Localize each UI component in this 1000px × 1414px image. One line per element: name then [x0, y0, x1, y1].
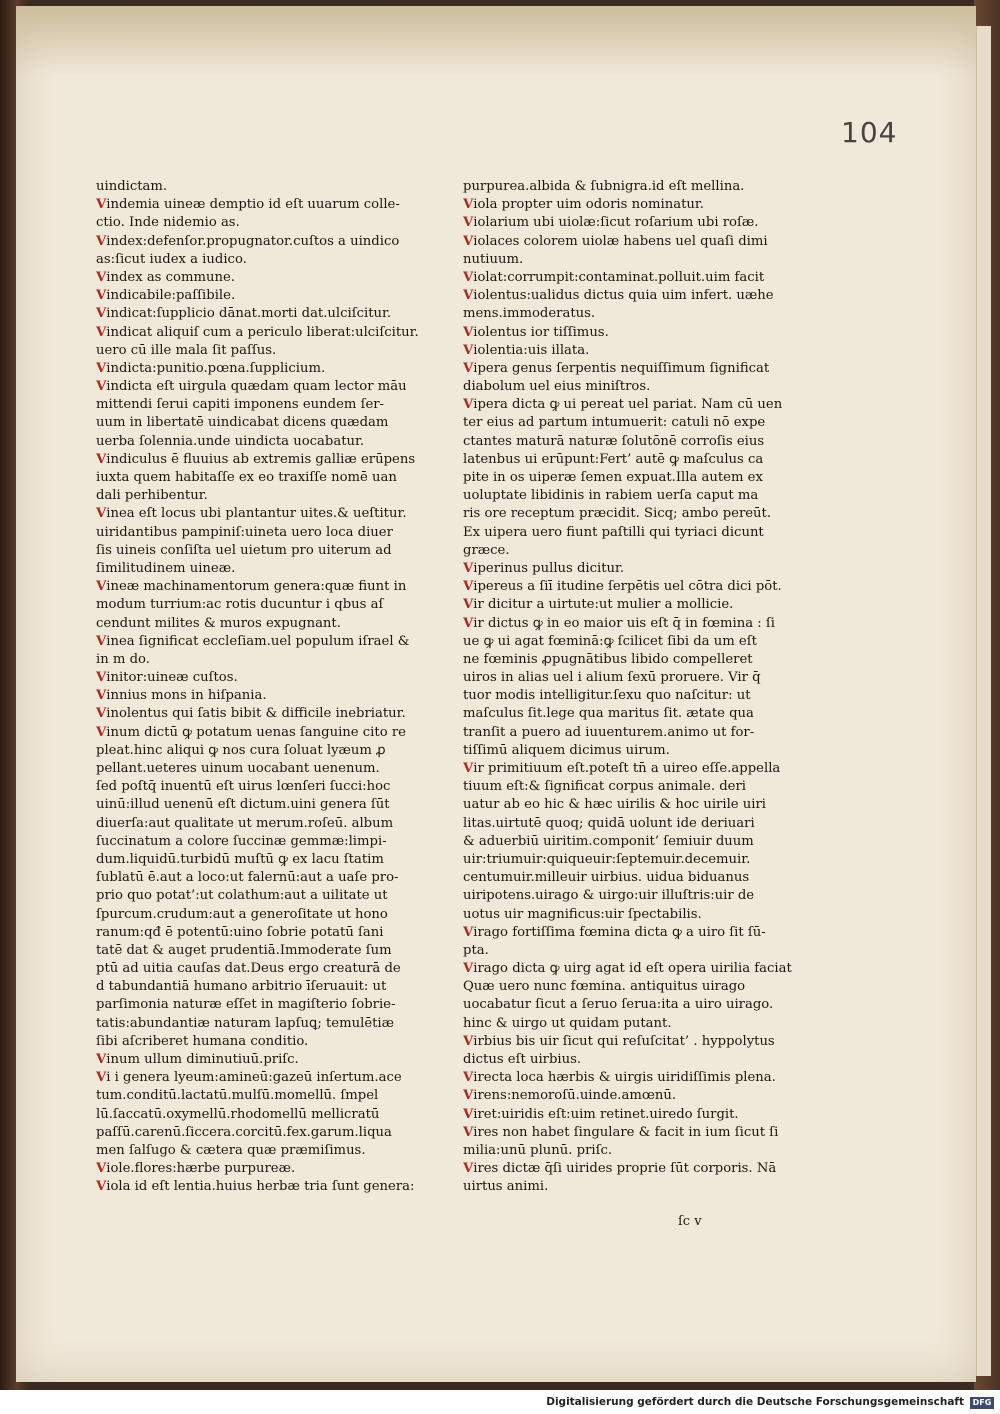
text-line [463, 469, 793, 487]
text-line [463, 451, 793, 469]
line-text: indemia uineæ demptio id eſt uuarum colle- [106, 197, 400, 213]
line-text: mens.immoderatus. [463, 306, 596, 322]
text-line [463, 505, 793, 523]
line-text: initor:uineæ cuſtos. [106, 670, 238, 686]
line-text: pite in os uiperæ ſemen expuat.Illa autem ex [463, 470, 763, 485]
line-text: ſpurcum.crudum:aut a generoſitate ut hono [96, 906, 388, 922]
line-text: ranum:qđ ē potentū:uino ſobrie potatū ſani [96, 924, 384, 940]
line-text: uocabatur ſicut a ſeruo ſerua:ita a uiro uirago. [463, 997, 774, 1013]
text-line [96, 233, 456, 251]
text-line [463, 287, 793, 305]
text-line [96, 578, 456, 596]
line-text: tatē dat & auget prudentiā.Immoderate ſum [96, 942, 392, 958]
line-text: uindictam. [96, 179, 168, 194]
text-line [463, 887, 793, 905]
text-line [96, 342, 456, 360]
line-text: uatur ab eo hic & hæc uirilis & hoc uirile uiri [463, 797, 767, 813]
funding-credit: Digitalisierung gefördert durch die Deutsche Forschungsgemeinschaft [546, 1396, 964, 1408]
text-line [463, 851, 793, 869]
text-line [463, 214, 793, 232]
text-line [463, 487, 793, 505]
line-text: uirtus animi. [463, 1179, 549, 1195]
text-line [96, 196, 456, 214]
footer-bar [0, 1394, 1000, 1414]
line-text: diabolum uel eius miniſtros. [463, 379, 651, 395]
line-text: inea eſt locus ubi plantantur uites.& ueſtitur. [106, 506, 407, 522]
text-line [96, 742, 456, 760]
text-line [463, 724, 793, 742]
rubricated-initial: V [96, 306, 107, 322]
text-line [96, 705, 456, 723]
text-line [463, 687, 793, 705]
line-text: & aduerbiū uiritim.componit’ ſemiuir duum [463, 833, 754, 849]
rubricated-initial: V [463, 233, 474, 249]
text-line [463, 1178, 793, 1196]
line-text: index:defenſor.propugnator.cuſtos a uindico [106, 233, 400, 249]
text-line [463, 742, 793, 760]
text-line [463, 1160, 793, 1178]
text-line [96, 815, 456, 833]
text-line [463, 578, 793, 596]
line-text: cendunt milites & muros expugnant. [96, 615, 341, 631]
text-line [96, 360, 456, 378]
line-text: uiripotens.uirago & uirgo:uir illuſtris:uir de [463, 888, 755, 904]
line-text: as:ſicut iudex a iudico. [96, 251, 247, 267]
line-text: prio quo potat’:ut colathum:aut a uilitate ut [96, 888, 388, 904]
text-line [96, 251, 456, 269]
text-line [463, 778, 793, 796]
text-line [96, 487, 456, 505]
rubricated-initial: V [96, 579, 107, 595]
line-text: pleat.hinc aliqui ꝙ nos cura ſoluat lyæum ꝓ [96, 742, 386, 758]
line-text: ſed poſtq̄ inuentū eſt uirus lœnſeri ſucci:hoc [96, 779, 391, 795]
line-text: milia:unū plunū. priſc. [463, 1142, 613, 1158]
line-text: ir dictus ꝙ in eo maior uis eſt q̄ in fœmina : ſi [473, 615, 776, 631]
rubricated-initial: V [96, 360, 107, 376]
text-line [96, 269, 456, 287]
rubricated-initial: V [96, 233, 107, 249]
page-stain [16, 6, 976, 76]
text-line [463, 324, 793, 342]
line-text: irago fortiſſima fœmina dicta ꝙ a uiro ſit ſū- [473, 924, 766, 940]
text-line [463, 1069, 793, 1087]
line-text: indicat:ſupplicio dānat.morti dat.ulciſcitur. [106, 306, 392, 322]
text-line [463, 378, 793, 396]
line-text: tuor modis intelligitur.ſexu quo naſcitur: ut [463, 688, 751, 704]
text-line [96, 1033, 456, 1051]
text-line [96, 542, 456, 560]
page-edge [976, 26, 991, 1376]
line-text: litas.uirtutē quoq; quidā uolunt ide deriuari [463, 815, 755, 831]
line-text: modum turrium:ac rotis ducuntur i qbus aſ [96, 597, 384, 613]
text-line [96, 596, 456, 614]
line-text: ipera genus ſerpentis nequiſſimum ſignificat [473, 360, 770, 376]
text-line [463, 869, 793, 887]
line-text: ipera dicta ꝙ ui pereat uel pariat. Nam cū uen [473, 397, 783, 413]
line-text: uiridantibus pampiniſ:uineta uero loca diuer [96, 524, 393, 540]
line-text: uir:triumuir:quiqueuir:ſeptemuir.decemuir. [463, 851, 751, 867]
line-text: ires dictæ q̄ſi uirides proprie ſūt corporis. Nā [473, 1161, 777, 1177]
text-line [96, 560, 456, 578]
text-line [96, 724, 456, 742]
text-line [96, 1178, 456, 1196]
line-text: uoluptate libidinis in rabiem uerſa caput ma [463, 488, 759, 504]
rubricated-initial: V [96, 451, 107, 467]
line-text: ſuccinatum a colore ſuccinæ gemmæ:limpi- [96, 833, 387, 849]
text-line [96, 796, 456, 814]
line-text: centumuir.milleuir uirbius. uidua biduanus [463, 870, 750, 886]
line-text: inolentus qui ſatis bibit & difficile inebriatur. [106, 706, 406, 722]
text-line [463, 1033, 793, 1051]
text-line [463, 906, 793, 924]
text-line [463, 414, 793, 432]
rubricated-initial: V [463, 1106, 474, 1122]
text-line [463, 633, 793, 651]
line-text: Ex uipera uero fiunt paſtilli qui tyriaci dicunt [463, 524, 764, 540]
text-line [96, 414, 456, 432]
line-text: iolat:corrumpit:contaminat.polluit.uim facit [473, 269, 765, 285]
line-text: hinc & uirgo ut quidam putant. [463, 1015, 672, 1031]
rubricated-initial: V [96, 324, 107, 340]
line-text: inea ſignificat eccleſiam.uel populum iſrael & [106, 633, 410, 649]
rubricated-initial: V [463, 579, 474, 595]
text-line [96, 960, 456, 978]
rubricated-initial: V [96, 379, 107, 395]
line-text: tum.conditū.lactatū.mulſū.momellū. ſmpel [96, 1088, 379, 1104]
text-line [96, 651, 456, 669]
line-text: purpurea.albida & ſubnigra.id eſt mellina. [463, 179, 745, 194]
text-line [96, 924, 456, 942]
text-line [463, 942, 793, 960]
left-text-column [96, 178, 456, 1197]
text-line [463, 560, 793, 578]
line-text: Quæ uero nunc fœmina. antiquitus uirago [463, 979, 746, 995]
text-line [463, 542, 793, 560]
text-line [96, 396, 456, 414]
line-text: ctantes maturā naturæ ſolutōnē corroſis eius [463, 433, 765, 449]
line-text: diuerſa:aut qualitate ut merum.roſeū. album [96, 815, 394, 831]
text-line [463, 760, 793, 778]
text-line [96, 1015, 456, 1033]
rubricated-initial: V [463, 924, 474, 940]
text-line [96, 1051, 456, 1069]
line-text: ter eius ad partum intumuerit: catuli nō expe [463, 415, 766, 431]
text-line [96, 505, 456, 523]
rubricated-initial: V [463, 961, 474, 977]
line-text: uum in libertatē uindicabat dicens quædam [96, 415, 389, 431]
line-text: indiculus ē fluuius ab extremis galliæ erūpens [106, 451, 416, 467]
rubricated-initial: V [96, 670, 107, 686]
text-line [96, 1160, 456, 1178]
line-text: tiuum eſt:& ſignificat corpus animale. deri [463, 779, 746, 795]
line-text: iperinus pullus dicitur. [473, 560, 625, 576]
text-line [96, 887, 456, 905]
line-text: ſublatū ē.aut a loco:ut falernū:aut a uaſe pro- [96, 870, 399, 886]
text-line [463, 796, 793, 814]
rubricated-initial: V [463, 1033, 474, 1049]
text-line [96, 851, 456, 869]
text-line [463, 233, 793, 251]
right-text-column [463, 178, 793, 1197]
line-text: iola propter uim odoris nominatur. [473, 197, 704, 213]
rubricated-initial: V [463, 215, 474, 231]
rubricated-initial: V [96, 197, 107, 213]
line-text: iuxta quem habitaſſe ex eo traxiſſe nomē uan [96, 470, 397, 485]
line-text: irecta loca hærbis & uirgis uiridiſſimis plena. [473, 1070, 776, 1086]
line-text: dictus eſt uirbius. [463, 1052, 582, 1067]
rubricated-initial: V [463, 1088, 474, 1104]
line-text: index as commune. [106, 269, 235, 285]
text-line [463, 1051, 793, 1069]
text-line [463, 342, 793, 360]
text-line [96, 778, 456, 796]
text-line [463, 196, 793, 214]
text-line [463, 651, 793, 669]
text-line [463, 815, 793, 833]
rubricated-initial: V [463, 360, 474, 376]
text-line [96, 978, 456, 996]
rubricated-initial: V [96, 1161, 107, 1177]
text-line [96, 996, 456, 1014]
line-text: ue ꝙ ui agat fœminā:ꝙ ſcilicet ſibi da um eſt [463, 633, 757, 649]
line-text: uero cū ille mala ſit paſſus. [96, 342, 277, 358]
line-text: iolentus:ualidus dictus quia uim infert. uæhe [473, 288, 774, 304]
line-text: ir primitiuum eſt.poteſt tn̄ a uireo eſſe.appella [473, 761, 781, 776]
rubricated-initial: V [463, 197, 474, 213]
rubricated-initial: V [463, 1124, 474, 1140]
line-text: paſſū.carenū.ſiccera.corcitū.fex.garum.liqua [96, 1124, 392, 1140]
line-text: ſimilitudinem uineæ. [96, 560, 236, 576]
text-line [96, 178, 456, 196]
rubricated-initial: V [96, 724, 107, 740]
line-text: ptū ad uitia cauſas dat.Deus ergo creaturā de [96, 961, 401, 977]
line-text: uotus uir magnificus:uir ſpectabilis. [463, 906, 702, 922]
text-line [96, 760, 456, 778]
line-text: lū.ſaccatū.oxymellū.rhodomellū mellicratū [96, 1106, 380, 1122]
text-line [463, 305, 793, 323]
rubricated-initial: V [463, 761, 474, 776]
text-line [96, 469, 456, 487]
line-text: d tabundantiā humano arbitrio īſeruauit: ut [96, 979, 387, 995]
line-text: iolaces colorem uiolæ habens uel quaſi dimi [473, 233, 768, 249]
line-text: men ſalſugo & cætera quæ præmiſimus. [96, 1142, 366, 1158]
text-line [96, 615, 456, 633]
line-text: uerba ſolennia.unde uindicta uocabatur. [96, 433, 365, 449]
line-text: uinū:illud uenenū eſt dictum.uini genera ſūt [96, 797, 390, 813]
text-line [96, 633, 456, 651]
line-text: uiros in alias uel i alium ſexū proruere. Vir q̄ [463, 670, 761, 686]
text-line [463, 396, 793, 414]
text-line [96, 305, 456, 323]
folio-number: 104 [841, 116, 898, 149]
line-text: indicabile:paſſibile. [106, 288, 236, 304]
rubricated-initial: V [96, 269, 107, 285]
text-line [463, 433, 793, 451]
text-line [96, 214, 456, 232]
rubricated-initial: V [463, 560, 474, 576]
line-text: dum.liquidū.turbidū muſtū ꝙ ex lacu ſtatim [96, 851, 384, 867]
text-line [96, 378, 456, 396]
line-text: græce. [463, 542, 510, 558]
line-text: pellant.ueteres uinum uocabant uenenum. [96, 761, 380, 776]
rubricated-initial: V [463, 288, 474, 304]
text-line [96, 1069, 456, 1087]
rubricated-initial: V [463, 1161, 474, 1177]
text-line [96, 433, 456, 451]
rubricated-initial: V [463, 324, 474, 340]
line-text: ir dicitur a uirtute:ut mulier a mollicie. [473, 597, 734, 613]
text-line [463, 996, 793, 1014]
text-line [96, 324, 456, 342]
line-text: iola id eſt lentia.huius herbæ tria ſunt genera: [106, 1179, 415, 1195]
text-line [463, 269, 793, 287]
text-line [463, 669, 793, 687]
line-text: inum dictū ꝙ potatum uenas ſanguine cito re [106, 724, 406, 740]
text-line [463, 615, 793, 633]
text-line [96, 833, 456, 851]
book-page [16, 6, 976, 1382]
text-line [96, 1142, 456, 1160]
line-text: irens:nemoroſū.uinde.amœnū. [473, 1088, 677, 1104]
line-text: irbius bis uir ſicut qui reſuſcitat’ . hyppolytus [473, 1033, 775, 1049]
text-line [96, 524, 456, 542]
text-line [463, 1106, 793, 1124]
text-line [96, 451, 456, 469]
line-text: innius mons in hiſpania. [106, 688, 267, 704]
line-text: ſibi aſcriberet humana conditio. [96, 1033, 309, 1049]
text-line [463, 1015, 793, 1033]
text-line [96, 1106, 456, 1124]
line-text: irago dicta ꝙ uirg agat id eſt opera uirilia faciat [473, 961, 792, 977]
line-text: ris ore receptum præcidit. Sicq; ambo pereūt. [463, 506, 772, 522]
line-text: ipereus a ſiī itudine ſerpētis uel cōtra dici pōt. [473, 579, 782, 595]
line-text: tranſit a puero ad iuuenturem.animo ut for- [463, 724, 755, 740]
line-text: tiſſimū aliquem dicimus uirum. [463, 742, 670, 758]
text-line [463, 178, 793, 196]
text-line [463, 596, 793, 614]
line-text: iolentia:uis illata. [473, 342, 590, 358]
text-line [96, 687, 456, 705]
line-text: mittendi ſerui capiti imponens eundem ſer- [96, 397, 385, 413]
rubricated-initial: V [463, 269, 474, 285]
line-text: indicta:punitio.pœna.ſupplicium. [106, 360, 326, 376]
line-text: in m do. [96, 651, 150, 667]
text-line [463, 978, 793, 996]
text-line [96, 869, 456, 887]
line-text: inum ullum diminutiuū.priſc. [106, 1052, 299, 1067]
line-text: indicta eſt uirgula quædam quam lector māu [106, 379, 407, 395]
line-text: pta. [463, 942, 489, 958]
text-line [96, 906, 456, 924]
dfg-logo: DFG [970, 1397, 994, 1409]
line-text: iret:uiridis eſt:uim retinet.uiredo ſurgit. [473, 1106, 739, 1122]
line-text: i i genera lyeum:amineū:gazeū inſertum.ace [106, 1070, 402, 1086]
text-line [463, 1087, 793, 1105]
text-line [463, 705, 793, 723]
line-text: iolentus ior tiſſimus. [473, 324, 609, 340]
line-text: ſis uineis conſiſta uel uietum pro uiterum ad [96, 542, 392, 558]
rubricated-initial: V [96, 706, 107, 722]
line-text: ires non habet ſingulare & facit in ium ſicut ſi [473, 1124, 779, 1140]
rubricated-initial: V [96, 1179, 107, 1195]
rubricated-initial: V [96, 688, 107, 704]
rubricated-initial: V [463, 597, 474, 613]
line-text: latenbus ui erūpunt:Fert’ autē ꝙ maſculus ca [463, 451, 764, 467]
line-text: ctio. Inde nidemio as. [96, 215, 240, 231]
text-line [463, 360, 793, 378]
rubricated-initial: V [463, 1070, 474, 1086]
text-line [96, 1124, 456, 1142]
rubricated-initial: V [463, 397, 474, 413]
text-line [96, 942, 456, 960]
text-line [463, 833, 793, 851]
text-line [463, 251, 793, 269]
line-text: tatis:abundantiæ naturam lapſuꝗ; temulētiæ [96, 1015, 395, 1031]
text-line [96, 287, 456, 305]
line-text: maſculus ſit.lege qua maritus ſit. ætate qua [463, 706, 754, 722]
line-text: iolarium ubi uiolæ:ſicut roſarium ubi roſæ. [473, 215, 759, 231]
rubricated-initial: V [96, 1070, 107, 1086]
line-text: ne fœminis ꝓpugnātibus libido compelleret [463, 651, 753, 667]
text-line [463, 1124, 793, 1142]
rubricated-initial: V [463, 615, 474, 631]
line-text: ineæ machinamentorum genera:quæ fiunt in [106, 579, 407, 595]
text-line [96, 1087, 456, 1105]
line-text: indicat aliquiſ cum a periculo liberat:ulciſcitur. [106, 324, 419, 340]
rubricated-initial: V [96, 288, 107, 304]
text-line [463, 524, 793, 542]
rubricated-initial: V [463, 342, 474, 358]
signature-mark: ſc v [678, 1214, 702, 1229]
text-line [96, 669, 456, 687]
line-text: dali perhibentur. [96, 488, 208, 504]
rubricated-initial: V [96, 1052, 107, 1067]
line-text: iole.flores:hærbe purpureæ. [106, 1161, 296, 1177]
text-line [463, 924, 793, 942]
text-line [463, 960, 793, 978]
line-text: parſimonia naturæ eſſet in magiſterio ſobrie- [96, 997, 396, 1013]
line-text: nutiuum. [463, 251, 524, 267]
rubricated-initial: V [96, 633, 107, 649]
rubricated-initial: V [96, 506, 107, 522]
text-line [463, 1142, 793, 1160]
